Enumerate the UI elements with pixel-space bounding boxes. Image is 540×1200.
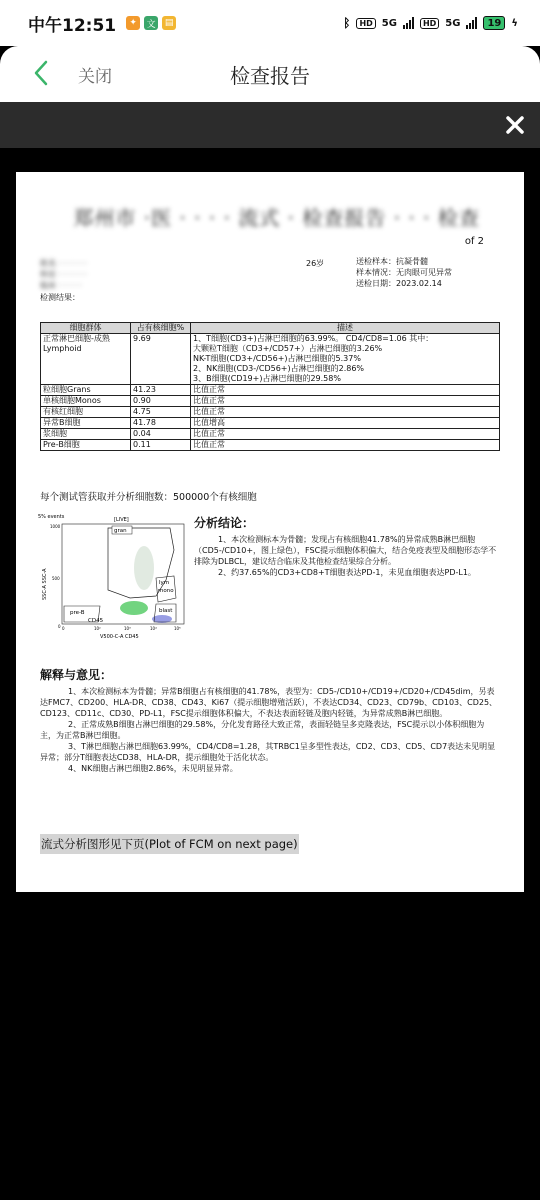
table-row [41,440,500,451]
cell-count-line: 每个测试管获取并分析细胞数：500000个有核细胞 [40,492,257,503]
cell-description [191,418,500,429]
charging-icon: ϟ [511,17,518,29]
description-line: 比值正常 [193,396,225,405]
plot-xtick: 0 [62,626,65,631]
description-line: 3、B细胞(CD19+)占淋巴细胞的29.58% [193,374,341,383]
gran-label: gran [114,528,127,534]
cell-description [191,440,500,451]
cell-percent: 0.11 [131,440,191,451]
mono-label: mono [158,588,174,594]
description-line: 比值增高 [193,418,225,427]
blast-label: blast [159,608,173,614]
explain-text [40,686,500,774]
cell-group: 异常B细胞 [41,418,131,429]
sample-type: 送检样本：抗凝骨髓 [356,257,428,266]
signal-icon-2 [466,17,477,29]
table-row [41,429,500,440]
plot-xtick: 10³ [124,626,131,631]
description-line: 比值正常 [193,385,225,394]
network-type-1: 5G [381,17,397,29]
cell-group: 浆细胞 [41,429,131,440]
explain-item: 1、本次检测标本为骨髓；异常B细胞占有核细胞的41.78%，表型为：CD5-/CD10+/CD19+/CD20+/CD45dim，另表达FMC7、CD200、HLA-DR、CD38、CD43、Ki67（提示细胞增殖活跃），不表达CD34、CD23、CD79b、CD103、CD25、CD123、CD11c、CD30、PD-L1，FSC提示细胞体积偏大，不表达表面轻链及胞内轻链，为异常成熟B淋巴细胞。 [40,687,498,718]
cell-percent: 0.90 [131,396,191,407]
abnormal-b-population [120,601,148,615]
hd-icon: HD [356,18,375,29]
cell-percent: 0.04 [131,429,191,440]
send-date: 送检日期：2023.02.14 [356,279,442,288]
explain-item: 4、NK细胞占淋巴细胞2.86%，未见明显异常。 [68,764,238,773]
plot-y-label: SSC-A SSC-A [42,568,48,600]
results-label: 检测结果： [40,293,80,302]
signal-icon [403,17,414,29]
table-row [41,418,500,429]
description-line: 2、NK细胞(CD3-/CD56+)占淋巴细胞的2.86% [193,364,365,373]
plot-ytick: 500 [52,576,60,581]
table-header-row [41,323,500,334]
report-image [16,172,524,892]
explain-item: 3、T淋巴细胞占淋巴细胞63.99%，CD4/CD8=1.28，其TRBC1呈多型性表达，CD2、CD3、CD5、CD7表达未见明显异常；部分T细胞表达CD38、HLA-DR，提示细胞处于活化状态。 [40,742,496,762]
description-line: 1、T细胞(CD3+)占淋巴细胞的63.99%。 CD4/CD8=1.06 其中： [193,334,434,343]
explain-item: 2、正常成熟B细胞占淋巴细胞的29.58%，分化发育路径大致正常，表面轻链呈多克隆表达，FSC提示以小体积细胞为主，为正常B淋巴细胞。 [40,720,485,740]
message-notification-icon: ▤ [162,16,176,30]
analysis-item: 2、约37.65%的CD3+CD8+T细胞表达PD-1，未见血细胞表达PD-L1。 [218,568,476,577]
analysis-title: 分析结论： [194,516,255,530]
plot-events-label: 5% events [38,514,65,520]
cell-description [191,429,500,440]
flow-cytometry-plot [38,510,188,640]
table-row [41,407,500,418]
plot-xtick: 10⁴ [150,626,157,631]
cell-description [191,407,500,418]
plot-ytick: 1000 [50,524,61,529]
cell-description [191,385,500,396]
close-viewer-icon[interactable] [504,114,526,136]
description-line: 大颗粒T细胞（CD3+/CD57+）占淋巴细胞的3.26% [193,344,383,353]
cell-group: 粒细胞Grans [41,385,131,396]
plot-ytick: 0 [58,624,61,629]
description-line: NK-T细胞(CD3+/CD56+)占淋巴细胞的5.37% [193,354,361,363]
explain-title: 解释与意见： [40,668,113,682]
description-line: 比值正常 [193,429,225,438]
cell-percent: 4.75 [131,407,191,418]
report-hospital-title: 郑州市 ·医 · · · · 流式 · 检查报告 · · · 检查 [66,206,480,230]
table-row [41,396,500,407]
sample-condition: 样本情况：无肉眼可见异常 [356,268,452,277]
table-header: 细胞群体 [41,323,131,334]
gran-population [134,546,154,590]
cell-description [191,396,500,407]
doc-notification-icon: 文 [144,16,158,30]
patient-age: 26岁 [306,259,325,268]
cell-percent: 41.23 [131,385,191,396]
status-time: 中午12:51 [28,15,117,36]
plot-xtick: 10² [94,626,101,631]
cell-percent: 9.69 [131,334,191,385]
plot-x-label: V500-C-A CD45 [100,634,139,640]
hd-icon-2: HD [420,18,439,29]
network-type-2: 5G [445,17,461,29]
nav-bar [0,46,540,102]
plot-live-label: [LIVE] [114,517,129,523]
bluetooth-icon: ᛒ [343,16,351,30]
cell-group: 有核红细胞 [41,407,131,418]
lym-label: lym [159,580,170,586]
sample-info [356,256,452,289]
table-row [41,334,500,385]
image-viewer-toolbar [0,102,540,148]
flow-plot-note: 流式分析图形见下页(Plot of FCM on next page) [40,834,299,854]
status-bar [0,0,540,46]
table-body [41,334,500,451]
cd45-label: CD45 [88,618,104,624]
cell-group: Pre-B细胞 [41,440,131,451]
cell-description [191,334,500,385]
patient-info: 姓名 · · · · · · 科室 · · · · · · 临床 · · · · · [40,259,87,290]
cell-percent: 41.78 [131,418,191,429]
cell-group: 单核细胞Monos [41,396,131,407]
battery-icon [483,16,505,30]
table-row [41,385,500,396]
table-header: 描述 [191,323,500,334]
table-header: 占有核细胞% [131,323,191,334]
description-line: 比值正常 [193,407,225,416]
pre-b-label: pre-B [70,610,85,616]
close-button[interactable]: 关闭 [78,67,112,87]
status-indicators [343,16,518,30]
analysis-item: 1、本次检测标本为骨髓；发现占有核细胞41.78%的异常成熟B淋巴细胞（CD5-/CD10+，图上绿色），FSC提示细胞体积偏大，结合免疫表型及细胞形态学不排除为DLBCL，建议结合临床及其他检查结果综合分析。 [194,535,497,566]
page-title: 检查报告 [230,64,310,88]
cell-group: 正常淋巴细胞-成熟 Lymphoid [41,334,131,385]
results-table [40,322,500,451]
description-line: 比值正常 [193,440,225,449]
plot-xtick: 10⁵ [174,626,181,631]
analysis-text [194,534,500,578]
app-notification-icon: ✦ [126,16,140,30]
battery-level: 19 [487,17,502,29]
page-number: of 2 [464,236,484,247]
